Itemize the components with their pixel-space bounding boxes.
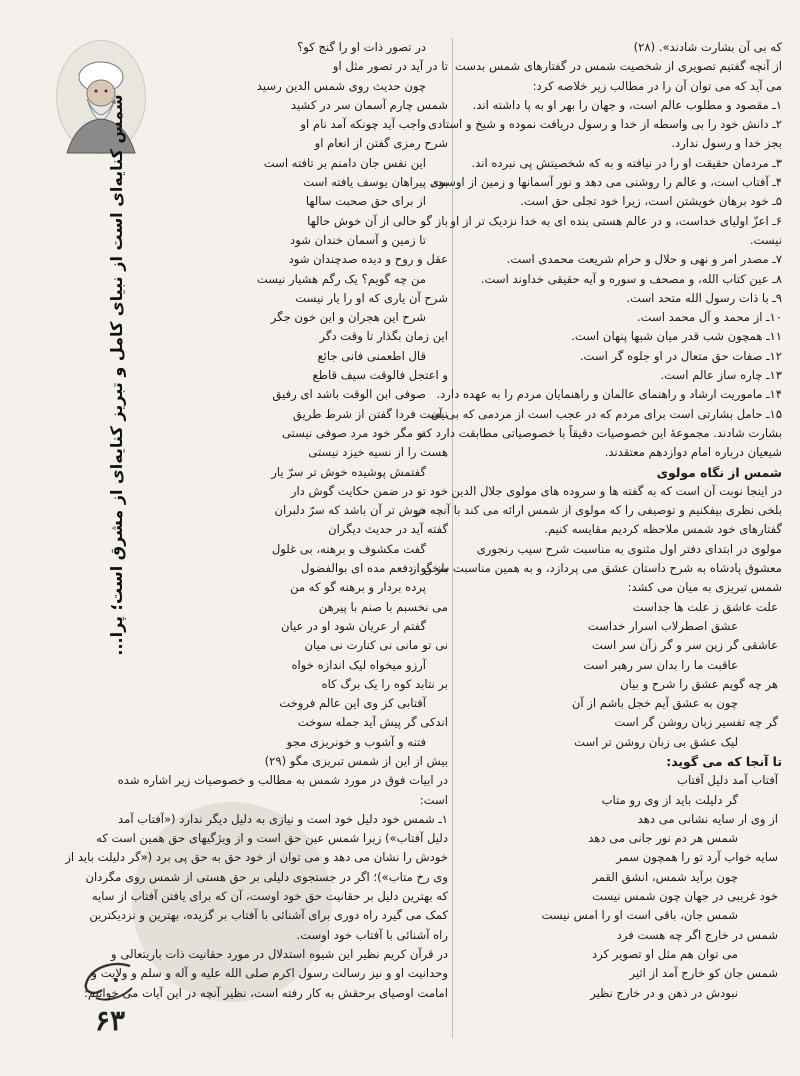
verse-line: تا زمین و آسمان خندان شود [290,232,426,247]
list-item: ۷ـ مصدر امر و نهی و حلال و حرام شریعت محمدی است. [506,252,782,267]
verse-line: و اعتجل فالوقت سیف قاطع [312,368,448,383]
body-line: می آید که می توان آن را در مطالب زیر خلاصه کرد: [532,78,782,93]
body-line: که بی آن بشارت شادند». (۲۸) [633,40,782,54]
verse-line: بر نتابد کوه را یک برگ کاه [321,676,448,691]
body-line: مولوی در ابتدای دفتر اول مثنوی به مناسبت شرح سیب رنجوری [476,541,782,556]
verse-line: شرح این هجران و این خون جگر [270,310,426,325]
list-item: ۱۴ـ ماموریت ارشاد و راهنمای عالمان و راهنمایان مردم را به عهده دارد. [436,387,782,402]
list-item: ۲ـ دانش خود را بی واسطه از خدا و رسول دریافت نموده و شیخ و استادی [428,117,782,132]
list-item: نیست. [749,232,782,247]
verse-line: سایه خواب آرد تو را همچون سمر [616,850,778,865]
verse-line: این زمان بگذار تا وقت دگر [319,329,448,344]
verse-line: اندکی گر پیش آید جمله سوخت [297,715,448,730]
prose-line: خودش را نشان می دهد و می توان از خود حق به حق پی برد («گر دلیلت باید از [65,850,448,865]
body-line: از آنچه گفتیم تصویری از شخصیت شمس در گفتارهای شمس بدست [454,59,782,74]
verse-line: خود غریبی در جهان چون شمس نیست [592,889,778,904]
page-number: ۶۳ [94,1004,126,1037]
verse-intro: تا آنجا که می گوید: [666,753,782,769]
verse-line: نیست فردا گفتن از شرط طریق [292,406,448,421]
body-line: بلخی نظری بیفکنیم و توصیفی را که مولوی از شمس ارائه می کند با آنچه در [415,503,782,518]
verse-line: چون به عشق آیم خجل باشم از آن [571,696,738,711]
verse-line: پرده بردار و برهنه گو که من [290,580,426,595]
verse-line: از برای حق صحبت سالها [305,194,426,209]
list-item: ۸ـ عین کتاب الله، و مصحف و سوره و آیه حقیقی خداوند است. [480,271,782,286]
verse-line: گفته آید در حدیث دیگران [328,522,448,537]
verse-line: گر دلیلت باید از وی رو متاب [601,792,738,807]
verse-line: فتنه و آشوب و خونریزی مجو [286,734,426,749]
verse-line: چون حدیث روی شمس الدین رسید [256,78,426,93]
side-title: شمس کنایه‌ای است از نبیای کامل و تبریز کنایه‌ای از مشرق است؛ پرا... [107,94,126,656]
verse-line: شمس چارم آسمان سر در کشید [290,97,448,112]
prose-line: وحدانیت او و نیز رسالت رسول اکرم صلی الله علیه و آله و سلم و ولایت و [91,966,448,981]
list-item: ۱ـ مقصود و مطلوب عالم است، و جهان را بهر او به پا داشته اند. [472,97,782,112]
verse-line: هر چه گویم عشق را شرح و بیان [620,676,778,691]
verse-line: تو مگر خود مرد صوفی نیستی [281,425,426,440]
verse-line: قال اطعمنی فانی جائع [317,348,426,363]
body-line: گفتارهای خود شمس ملاحظه کردیم مقایسه کنیم. [544,522,782,537]
verse-line: آرزو میخواه لیک اندازه خواه [291,657,426,672]
list-item: ۱۰ـ از محمد و آل محمد است. [636,310,782,325]
verse-line: گفت مکشوف و برهنه، بی غلول [271,541,426,556]
verse-line: گفتم ار عریان شود او در عیان [280,618,426,633]
verse-line: بیش از این از شمس تبریزی مگو (۲۹) [264,753,448,768]
verse-line: این نفس جان دامنم بر تافته است [263,155,426,170]
verse-line: شمس جان کو خارج آمد از اثیر [629,966,778,981]
verse-line: عقل و روح و دیده صدچندان شود [288,252,448,267]
section-heading: شمس از نگاه مولوی [656,464,782,480]
verse-line: تا در آید در تصور مثل او [332,59,448,74]
verse-line: عاقبت ما را بدان سر رهبر است [583,657,738,672]
verse-line: می توان هم مثل او تصویر کرد [591,946,738,961]
prose-line: کمک می گیرد راه دوری برای آشنائی با آفتاب بر گزیده، بهترین و نزدیکترین [89,908,448,923]
verse-line: علت عاشق ز علت ها جداست [632,599,778,614]
verse-line: صوفی ابن الوقت باشد ای رفیق [272,387,426,402]
list-item: ۹ـ با ذات رسول الله متحد است. [626,290,782,305]
verse-line: نبودش در ذهن و در خارج نظیر [590,985,738,1000]
verse-line: آفتاب آمد دلیل آفتاب [677,773,778,788]
verse-line: گر چه تفسیر زبان روشن گر است [614,715,778,730]
verse-line: شمس جان، باقی است او را امس نیست [541,908,738,923]
prose-line: که بهترین دلیل بر حقانیت حق خود اوست، آن که برای یافتن آفتاب از سایه [91,889,448,904]
verse-line: بوی پیراهان یوسف یافته است [303,175,448,190]
list-item: ۱۳ـ چاره ساز عالم است. [660,368,782,383]
prose-line: دلیل آفتاب») زیرا شمس عین حق است و از ویژگیهای حق همین است که [96,831,448,846]
verse-line: من چه گویم؟ یک رگم هشیار نیست [256,271,426,286]
prose-line: امامت اوصیای برحقش به کار رفته است، نظیر آنچه در این آیات می خوانیم: [84,985,448,1000]
verse-line: چون برآید شمس، انشق القمر [592,869,738,884]
verse-line: شرح رمزی گفتن از انعام او [314,136,448,151]
verse-line: هست را از نسیه خیزد نیستی [308,445,448,460]
list-item: ۱۱ـ همچون شب قدر میان شبها پنهان است. [571,329,782,344]
list-item: بشارت شادند. مجموعۀ این خصوصیات دقیقاً با خصوصیاتی مطابقت دارد که [420,425,782,440]
prose-line: ۱ـ شمس خود دلیل خود است و نیازی به دلیل دیگر ندارد («آفتاب آمد [118,811,448,826]
verse-line: عشق اصطرلاب اسرار خداست [587,618,738,633]
body-line: در اینجا نوبت آن است که به گفته ها و سروده های مولوی جلال الدین [451,483,782,498]
prose-line: راه آشنائی با آفتاب خود اوست. [296,927,448,942]
verse-line: خود تو در ضمن حکایت گوش دار [290,483,448,498]
verse-line: در تصور ذات او را گنج کو؟ [297,40,426,54]
verse-line: از وی ار سایه نشانی می دهد [637,811,778,826]
verse-line: باز گو حالی از آن خوش حالها [307,213,448,228]
verse-line: شمس هر دم نور جانی می دهد [588,831,738,846]
list-item: ۱۵ـ حامل بشارتی است برای مردم که در عجب است از مردمی که بی آن [430,406,782,421]
verse-line: باز گو. دفعم مده ای بوالفضول [301,561,448,576]
verse-line: عاشقی گر زین سر و گر زآن سر است [591,638,778,653]
list-item: ۵ـ خود برهان خویشتن است، زیرا خود تجلی حق است. [520,194,782,209]
prose-line: است: [419,792,448,807]
list-item: بجز خدا و رسول ندارد. [671,136,782,151]
list-item: ۶ـ اعزّ اولیای خداست، و در عالم هستی بنده ای به خدا نزدیک تر از او [450,213,782,228]
body-line: شمس تبریزی به میان می کشد: [627,580,782,595]
verse-line: نی تو مانی نی کنارت نی میان [304,638,448,653]
verse-line: آفتابی کز وی این عالم فروخت [279,696,426,711]
prose-line: در قرآن کریم نظیر این شیوه استدلال در مورد حقانیت ذات باریتعالی و [111,946,448,961]
verse-line: واجب آید چونکه آمد نام او [300,117,426,132]
verse-line: گفتمش پوشیده خوش تر سرّ یار [271,464,426,479]
verse-line: می نخسبم با صنم با پیرهن [318,599,448,614]
list-item: ۴ـ آفتاب است، و عالم را روشنی می دهد و نور آسمانها و زمین از اوست. [431,175,782,190]
list-item: ۳ـ مردمان حقیقت او را در نیافته و به که شخصیتش پی نبرده اند. [471,155,782,170]
right-column [410,38,782,1003]
prose-line: وی رخ متاب»)؛ اگر در جستجوی دلیلی بر حق هستی از شمس روی مگردان [85,869,448,884]
verse-line: لیک عشق بی زبان روشن تر است [574,734,738,749]
list-item: شیعیان درباره امام دوازدهم معتقدند. [604,445,782,460]
verse-line: شمس در خارج اگر چه هست فرد [616,927,778,942]
prose-line: در ابیات فوق در مورد شمس به مطالب و خصوصیات زیر اشاره شده [117,773,448,788]
list-item: ۱۲ـ صفات حق متعال در او جلوه گر است. [579,348,782,363]
verse-line: خوش تر آن باشد که سرّ دلبران [274,503,426,518]
body-line: معشوق پادشاه به شرح داستان عشق می پردازد، و به همین مناسبت سخن از [410,561,782,576]
verse-line: شرح آن یاری که او را یار نیست [295,290,448,305]
